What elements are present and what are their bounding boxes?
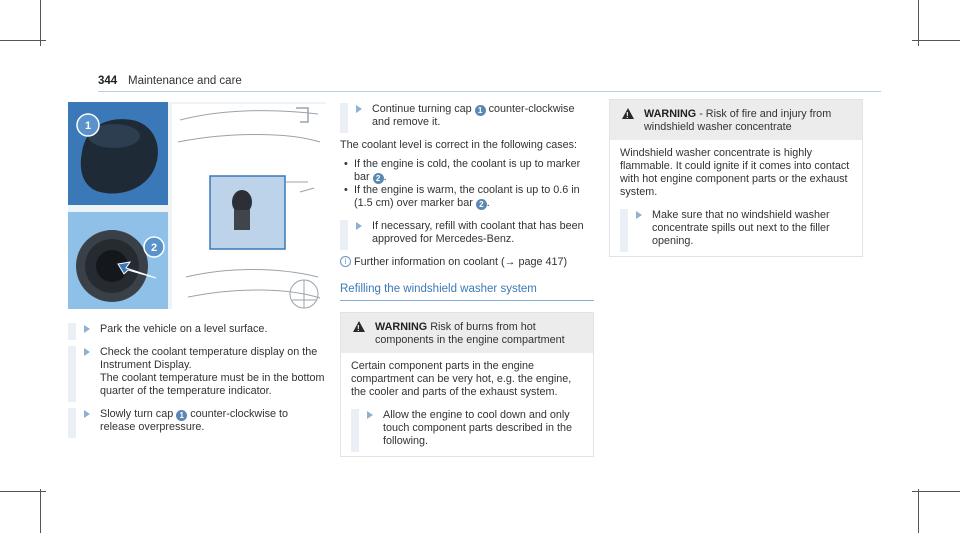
left-column (68, 323, 326, 444)
step-bar (340, 103, 348, 133)
step-bar (340, 220, 348, 250)
info-icon: i (340, 256, 351, 267)
middle-column (340, 103, 594, 457)
crop-mark (912, 40, 960, 41)
step-text: counter-clockwise and remove it. (372, 103, 575, 128)
step-text: Check the coolant temperature display on the Instrument Display. (100, 346, 318, 371)
step-note: The coolant temperature must be in the bottom quarter of the temperature indicator. (100, 372, 325, 397)
warning-header (610, 100, 862, 140)
header-rule (98, 91, 881, 92)
warning-title: - Risk of fire and injury from windshield washer concentrate (644, 108, 832, 133)
list-item-end: . (486, 197, 490, 209)
engine-coolant-figure (68, 102, 326, 309)
step-arrow-icon (84, 348, 90, 356)
page-reference-link[interactable]: page 417) (518, 256, 568, 268)
callout-2-marker: 2 (150, 242, 158, 254)
warning-text: Certain component parts in the engine compartment can be very hot, e.g. the engine, the cooler and parts of the exhaust system. (351, 360, 572, 398)
coolant-level-list (340, 158, 594, 210)
instruction-step (68, 323, 326, 336)
instruction-step (340, 103, 594, 129)
instruction-step (68, 408, 326, 434)
step-bar (351, 409, 359, 452)
right-column (609, 99, 863, 257)
instruction-step (68, 346, 326, 398)
step-arrow-icon (84, 410, 90, 418)
warning-triangle-icon (622, 108, 634, 119)
step-arrow-icon (356, 105, 362, 113)
crop-mark (0, 491, 46, 492)
coolant-level-intro: The coolant level is correct in the following cases: (340, 139, 578, 151)
crop-mark (0, 40, 46, 41)
step-text: Continue turning cap (372, 103, 472, 115)
step-arrow-icon (356, 222, 362, 230)
cross-reference-arrow: → (504, 256, 516, 268)
list-item-text: If the engine is cold, the coolant is up to marker bar (354, 158, 581, 183)
section-title: Refilling the windshield washer system (340, 283, 594, 301)
step-text: Park the vehicle on a level surface. (100, 323, 268, 335)
crop-mark (918, 489, 919, 533)
warning-header (341, 313, 593, 353)
engine-illustration (68, 102, 326, 309)
callout-1-badge: 1 (176, 410, 187, 421)
step-bar (68, 323, 76, 340)
warning-box (340, 312, 594, 457)
step-bar (620, 209, 628, 252)
page-header-title: Maintenance and care (128, 75, 242, 87)
step-text: Make sure that no windshield washer concentrate spills out next to the filler opening. (652, 209, 830, 247)
page-number: 344 (98, 75, 118, 87)
crop-mark (40, 489, 41, 533)
callout-2-badge: 2 (373, 173, 384, 184)
warning-body (341, 353, 593, 456)
warning-box (609, 99, 863, 257)
list-item (340, 184, 594, 210)
instruction-step (340, 220, 594, 246)
list-item-text: If the engine is warm, the coolant is up to 0.6 in (1.5 cm) over marker bar (354, 184, 580, 209)
step-text: Slowly turn cap (100, 408, 174, 420)
warning-body (610, 140, 862, 256)
info-note (340, 256, 594, 269)
callout-2-badge: 2 (476, 199, 487, 210)
warning-text: Windshield washer concentrate is highly flammable. It could ignite if it comes into contact with hot engine component parts or the exhaust system. (620, 147, 850, 198)
step-bar (68, 346, 76, 402)
instruction-step (351, 409, 583, 448)
step-arrow-icon (636, 211, 642, 219)
step-bar (68, 408, 76, 438)
warning-triangle-icon (353, 321, 365, 332)
step-text: If necessary, refill with coolant that has been approved for Mercedes-Benz. (372, 220, 584, 245)
list-item (340, 158, 594, 184)
warning-label: WARNING (375, 321, 428, 333)
step-text: counter-clockwise to release overpressure. (100, 408, 289, 433)
info-text: Further information on coolant ( (354, 256, 505, 268)
callout-1-badge: 1 (475, 105, 486, 116)
crop-mark (912, 491, 960, 492)
warning-label: WARNING (644, 108, 697, 120)
step-arrow-icon (367, 411, 373, 419)
step-text: Allow the engine to cool down and only touch component parts described in the following. (383, 409, 573, 447)
instruction-step (620, 209, 852, 248)
callout-1-marker: 1 (84, 120, 92, 132)
step-arrow-icon (84, 325, 90, 333)
warning-title: Risk of burns from hot components in the engine compartment (375, 321, 565, 346)
list-item-end: . (383, 171, 387, 183)
